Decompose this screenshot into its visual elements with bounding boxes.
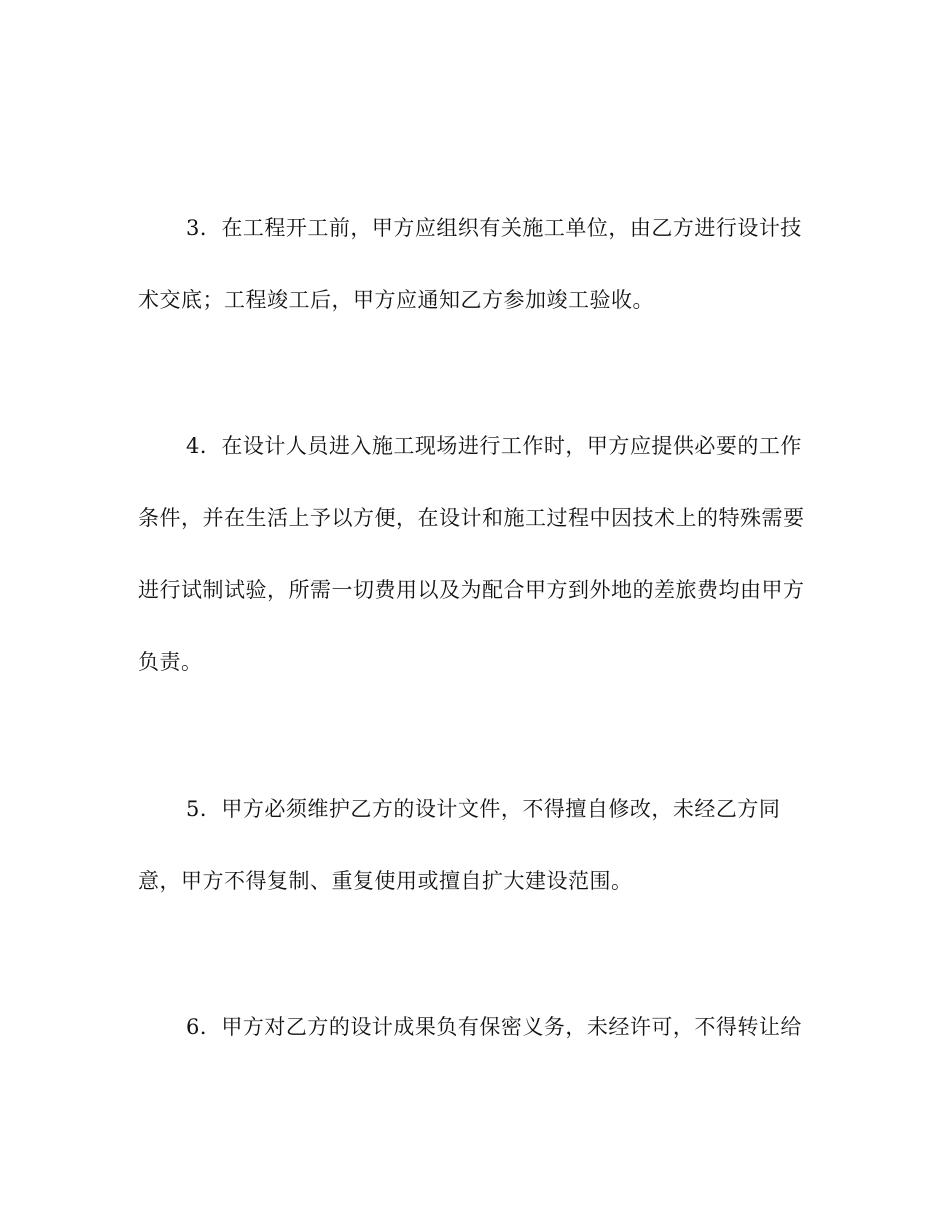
clause-4-line-4: 负责。 bbox=[138, 650, 203, 674]
clause-5-line-2: 意，甲方不得复制、重复使用或擅自扩大建设范围。 bbox=[138, 869, 633, 893]
clause-4-line-3: 进行试制试验，所需一切费用以及为配合甲方到外地的差旅费均由甲方 bbox=[138, 578, 805, 602]
clause-4-line-1: 4．在设计人员进入施工现场进行工作时，甲方应提供必要的工作 bbox=[186, 434, 802, 458]
clause-6-line-1: 6．甲方对乙方的设计成果负有保密义务，未经许可，不得转让给 bbox=[186, 1015, 802, 1039]
clause-5-line-1: 5．甲方必须维护乙方的设计文件，不得擅自修改，未经乙方同 bbox=[186, 797, 781, 821]
clause-4-line-2: 条件，并在生活上予以方便，在设计和施工过程中因技术上的特殊需要 bbox=[138, 506, 805, 530]
clause-3-line-1: 3．在工程开工前，甲方应组织有关施工单位，由乙方进行设计技 bbox=[186, 216, 802, 240]
clause-3-line-2: 术交底；工程竣工后，甲方应通知乙方参加竣工验收。 bbox=[138, 288, 654, 312]
